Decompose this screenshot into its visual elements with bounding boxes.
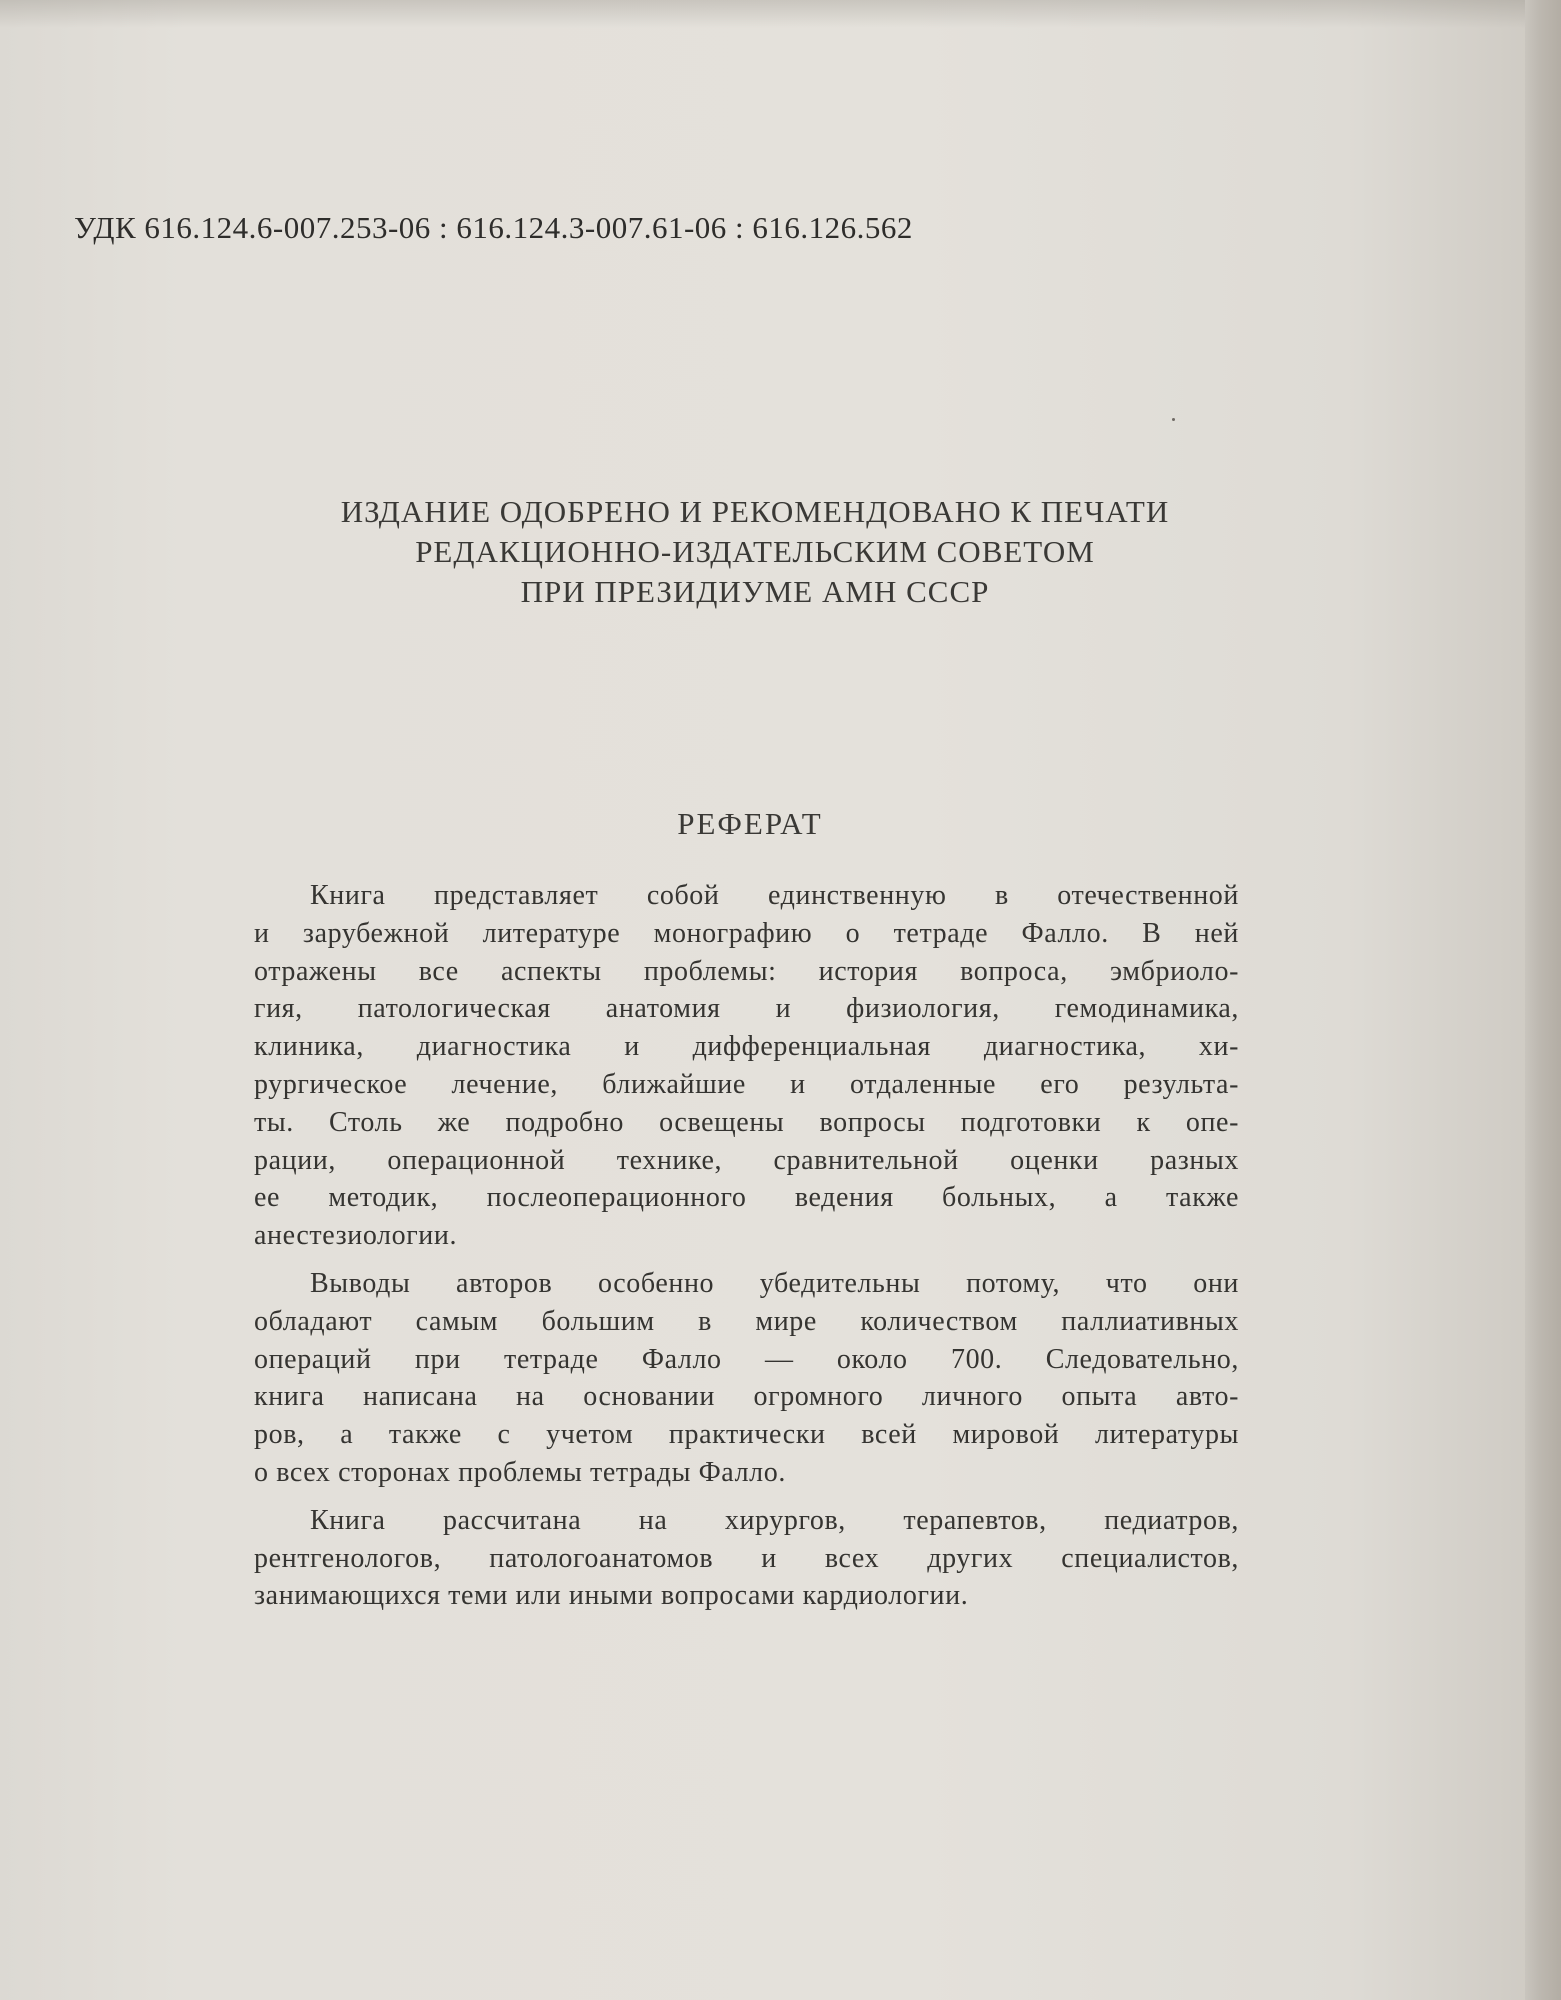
abstract-line: рургическое лечение, ближайшие и отдаленные его результа- bbox=[254, 1068, 1239, 1100]
abstract-line: и зарубежной литературе монографию о тетраде Фалло. В ней bbox=[254, 917, 1239, 949]
abstract-line: занимающихся теми или иными вопросами кардиологии. bbox=[254, 1580, 969, 1612]
approval-line-3: ПРИ ПРЕЗИДИУМЕ АМН СССР bbox=[520, 574, 990, 609]
approval-line-1: ИЗДАНИЕ ОДОБРЕНО И РЕКОМЕНДОВАНО К ПЕЧАТИ bbox=[340, 494, 1170, 529]
abstract-line: клиника, диагностика и дифференциальная диагностика, хи- bbox=[254, 1031, 1239, 1063]
abstract-heading: РЕФЕРАТ bbox=[677, 806, 823, 841]
publication-approval-notice bbox=[230, 492, 1280, 612]
abstract-paragraph-1 bbox=[254, 877, 1239, 1255]
abstract-text bbox=[254, 877, 1239, 1615]
abstract-line: отражены все аспекты проблемы: история вопроса, эмбриоло- bbox=[254, 955, 1239, 987]
abstract-line: рации, операционной технике, сравнительной оценки разных bbox=[254, 1144, 1239, 1176]
abstract-line: рентгенологов, патологоанатомов и всех других специалистов, bbox=[254, 1542, 1239, 1574]
abstract-line: анестезиологии. bbox=[254, 1220, 458, 1252]
approval-line-2: РЕДАКЦИОННО-ИЗДАТЕЛЬСКИМ СОВЕТОМ bbox=[415, 534, 1095, 569]
page-top-shadow bbox=[0, 0, 1561, 28]
abstract-line: ты. Столь же подробно освещены вопросы подготовки к опе- bbox=[254, 1106, 1239, 1138]
abstract-line: гия, патологическая анатомия и физиология, гемодинамика, bbox=[254, 993, 1239, 1025]
abstract-line: ее методик, послеоперационного ведения больных, а также bbox=[254, 1182, 1239, 1214]
abstract-line: книга написана на основании огромного личного опыта авто- bbox=[254, 1381, 1239, 1413]
abstract-line: Книга представляет собой единственную в отечественной bbox=[310, 880, 1239, 911]
page-edge-shadow bbox=[1525, 0, 1561, 2000]
abstract-line: операций при тетраде Фалло — около 700. Следовательно, bbox=[254, 1343, 1239, 1375]
abstract-line: о всех сторонах проблемы тетрады Фалло. bbox=[254, 1456, 786, 1488]
udc-classification: УДК 616.124.6-007.253-06 : 616.124.3-007.61-06 : 616.126.562 bbox=[74, 210, 913, 245]
abstract-line: Выводы авторов особенно убедительны потому, что они bbox=[310, 1267, 1239, 1299]
abstract-line: ров, а также с учетом практически всей мировой литературы bbox=[254, 1419, 1239, 1451]
abstract-line: Книга рассчитана на хирургов, терапевтов, педиатров, bbox=[310, 1504, 1239, 1536]
abstract-paragraph-3 bbox=[254, 1502, 1239, 1615]
paper-speck bbox=[1172, 418, 1175, 421]
abstract-paragraph-2 bbox=[254, 1265, 1239, 1492]
abstract-line: обладают самым большим в мире количеством паллиативных bbox=[254, 1305, 1239, 1337]
